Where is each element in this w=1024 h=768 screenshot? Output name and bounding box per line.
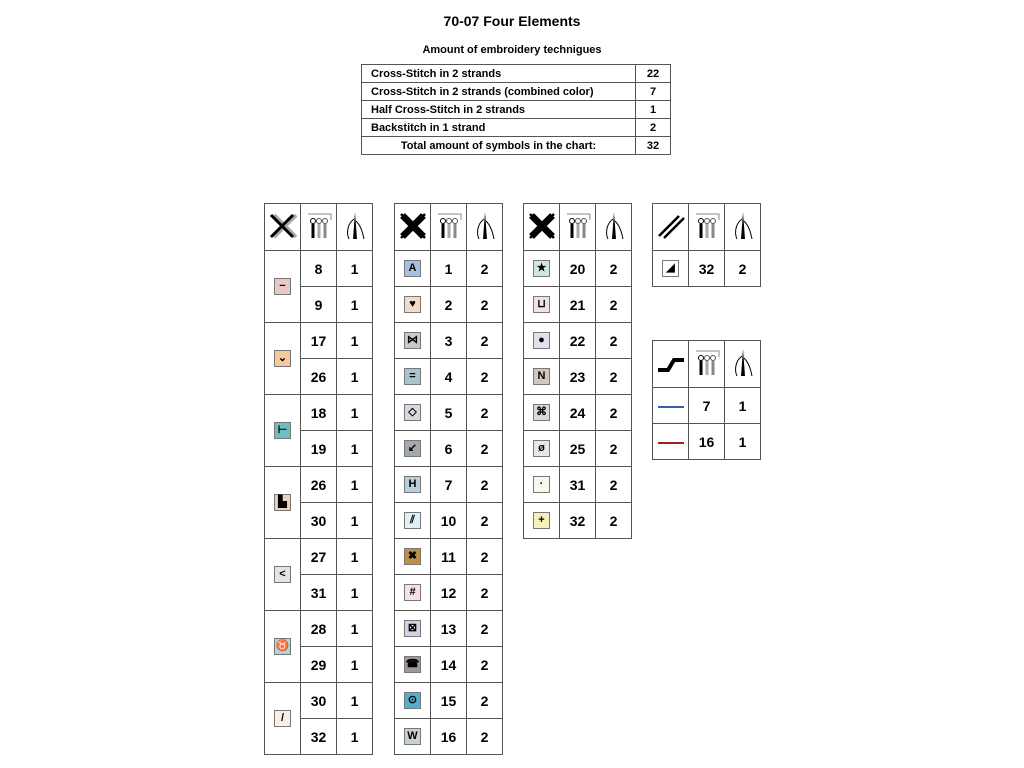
summary-value: 7 bbox=[636, 83, 671, 101]
floss-number: 17 bbox=[301, 323, 337, 359]
key-row bbox=[265, 611, 373, 647]
strand-count: 2 bbox=[467, 323, 503, 359]
strand-count: 2 bbox=[596, 431, 632, 467]
floss-strands-icon bbox=[560, 204, 596, 251]
key-row bbox=[524, 467, 632, 503]
needle-icon bbox=[467, 204, 503, 251]
symbol-cell bbox=[395, 359, 431, 395]
symbol-cell bbox=[265, 683, 301, 755]
symbol-swatch: ◇ bbox=[404, 404, 421, 421]
strand-count: 2 bbox=[596, 323, 632, 359]
floss-number: 24 bbox=[560, 395, 596, 431]
symbol-swatch: ⊢ bbox=[274, 422, 291, 439]
floss-number: 9 bbox=[301, 287, 337, 323]
strand-count: 1 bbox=[725, 424, 761, 460]
key-table-cross bbox=[523, 203, 632, 539]
symbol-cell bbox=[265, 395, 301, 467]
symbol-swatch: − bbox=[274, 278, 291, 295]
backstitch-line-swatch bbox=[658, 406, 684, 408]
key-row bbox=[265, 683, 373, 719]
floss-number: 32 bbox=[301, 719, 337, 755]
needle-icon bbox=[725, 204, 761, 251]
key-row bbox=[395, 683, 503, 719]
strand-count: 1 bbox=[337, 503, 373, 539]
strand-count: 2 bbox=[596, 287, 632, 323]
key-row bbox=[395, 647, 503, 683]
floss-number: 16 bbox=[689, 424, 725, 460]
strand-count: 2 bbox=[467, 683, 503, 719]
floss-number: 15 bbox=[431, 683, 467, 719]
key-row bbox=[524, 503, 632, 539]
strand-count: 1 bbox=[337, 359, 373, 395]
strand-count: 1 bbox=[337, 323, 373, 359]
key-row bbox=[265, 251, 373, 287]
key-row bbox=[265, 323, 373, 359]
strand-count: 2 bbox=[467, 251, 503, 287]
key-row bbox=[395, 323, 503, 359]
symbol-cell bbox=[395, 575, 431, 611]
key-row bbox=[395, 575, 503, 611]
summary-value: 1 bbox=[636, 101, 671, 119]
floss-number: 28 bbox=[301, 611, 337, 647]
floss-number: 11 bbox=[431, 539, 467, 575]
key-row bbox=[653, 251, 761, 287]
key-row bbox=[524, 251, 632, 287]
floss-number: 29 bbox=[301, 647, 337, 683]
strand-count: 2 bbox=[467, 647, 503, 683]
floss-number: 20 bbox=[560, 251, 596, 287]
symbol-swatch: N bbox=[533, 368, 550, 385]
symbol-cell bbox=[265, 467, 301, 539]
key-table-back bbox=[652, 340, 761, 460]
symbol-swatch: ↙ bbox=[404, 440, 421, 457]
symbol-cell bbox=[395, 647, 431, 683]
symbol-cell bbox=[395, 395, 431, 431]
strand-count: 1 bbox=[337, 575, 373, 611]
floss-number: 13 bbox=[431, 611, 467, 647]
summary-value: 32 bbox=[636, 137, 671, 155]
floss-number: 22 bbox=[560, 323, 596, 359]
summary-heading: Amount of embroidery technigues bbox=[422, 44, 602, 56]
symbol-cell bbox=[524, 251, 560, 287]
strand-count: 2 bbox=[467, 611, 503, 647]
key-row bbox=[395, 287, 503, 323]
key-row bbox=[524, 323, 632, 359]
key-row bbox=[395, 431, 503, 467]
symbol-swatch: ▙ bbox=[274, 494, 291, 511]
symbol-swatch: # bbox=[404, 584, 421, 601]
cross-stitch-icon bbox=[524, 204, 560, 251]
strand-count: 2 bbox=[725, 251, 761, 287]
back-stitch-icon bbox=[653, 341, 689, 388]
floss-number: 32 bbox=[560, 503, 596, 539]
symbol-swatch: ● bbox=[533, 332, 550, 349]
key-row bbox=[395, 719, 503, 755]
symbol-cell bbox=[395, 539, 431, 575]
strand-count: 1 bbox=[337, 683, 373, 719]
floss-number: 8 bbox=[301, 251, 337, 287]
strand-count: 1 bbox=[337, 395, 373, 431]
strand-count: 1 bbox=[337, 539, 373, 575]
symbol-swatch: ⊔ bbox=[533, 296, 550, 313]
floss-strands-icon bbox=[431, 204, 467, 251]
floss-number: 31 bbox=[301, 575, 337, 611]
summary-row bbox=[362, 65, 671, 83]
strand-count: 1 bbox=[337, 611, 373, 647]
symbol-cell bbox=[524, 503, 560, 539]
backstitch-line-swatch bbox=[658, 442, 684, 444]
floss-number: 26 bbox=[301, 359, 337, 395]
key-row bbox=[653, 388, 761, 424]
symbol-swatch: ⊠ bbox=[404, 620, 421, 637]
floss-number: 1 bbox=[431, 251, 467, 287]
floss-number: 7 bbox=[431, 467, 467, 503]
floss-number: 27 bbox=[301, 539, 337, 575]
symbol-swatch: A bbox=[404, 260, 421, 277]
symbol-swatch: + bbox=[533, 512, 550, 529]
key-row bbox=[653, 424, 761, 460]
summary-table bbox=[361, 64, 671, 155]
strand-count: 1 bbox=[337, 251, 373, 287]
strand-count: 2 bbox=[467, 287, 503, 323]
strand-count: 1 bbox=[337, 467, 373, 503]
summary-label: Total amount of symbols in the chart: bbox=[362, 137, 636, 155]
symbol-swatch: / bbox=[274, 710, 291, 727]
symbol-cell bbox=[395, 431, 431, 467]
key-row bbox=[265, 539, 373, 575]
symbol-cell bbox=[395, 467, 431, 503]
strand-count: 2 bbox=[467, 539, 503, 575]
key-table-half bbox=[652, 203, 761, 287]
symbol-cell bbox=[395, 719, 431, 755]
key-row bbox=[524, 359, 632, 395]
strand-count: 1 bbox=[337, 287, 373, 323]
symbol-cell bbox=[524, 359, 560, 395]
symbol-swatch: < bbox=[274, 566, 291, 583]
symbol-swatch: = bbox=[404, 368, 421, 385]
summary-value: 2 bbox=[636, 119, 671, 137]
strand-count: 1 bbox=[725, 388, 761, 424]
symbol-cell bbox=[524, 323, 560, 359]
needle-icon bbox=[337, 204, 373, 251]
floss-number: 21 bbox=[560, 287, 596, 323]
summary-label: Backstitch in 1 strand bbox=[362, 119, 636, 137]
symbol-cell bbox=[265, 611, 301, 683]
summary-label: Half Cross-Stitch in 2 strands bbox=[362, 101, 636, 119]
symbol-cell bbox=[395, 287, 431, 323]
summary-row bbox=[362, 101, 671, 119]
symbol-swatch: ♥ bbox=[404, 296, 421, 313]
floss-number: 2 bbox=[431, 287, 467, 323]
floss-number: 25 bbox=[560, 431, 596, 467]
symbol-cell bbox=[395, 683, 431, 719]
symbol-swatch: ☎ bbox=[404, 656, 421, 673]
symbol-cell bbox=[395, 503, 431, 539]
strand-count: 2 bbox=[596, 503, 632, 539]
floss-number: 10 bbox=[431, 503, 467, 539]
strand-count: 2 bbox=[467, 395, 503, 431]
strand-count: 1 bbox=[337, 719, 373, 755]
symbol-cell bbox=[265, 323, 301, 395]
floss-strands-icon bbox=[689, 204, 725, 251]
symbol-swatch: ♉ bbox=[274, 638, 291, 655]
key-row bbox=[395, 539, 503, 575]
symbol-cell bbox=[395, 251, 431, 287]
key-row bbox=[395, 611, 503, 647]
key-row bbox=[395, 395, 503, 431]
key-table-cross bbox=[394, 203, 503, 755]
summary-label: Cross-Stitch in 2 strands (combined color) bbox=[362, 83, 636, 101]
symbol-swatch: ◢ bbox=[662, 260, 679, 277]
floss-number: 16 bbox=[431, 719, 467, 755]
floss-number: 7 bbox=[689, 388, 725, 424]
floss-number: 14 bbox=[431, 647, 467, 683]
floss-number: 5 bbox=[431, 395, 467, 431]
symbol-cell bbox=[265, 251, 301, 323]
symbol-cell bbox=[395, 323, 431, 359]
strand-count: 2 bbox=[596, 251, 632, 287]
symbol-swatch: ⫽ bbox=[404, 512, 421, 529]
floss-number: 18 bbox=[301, 395, 337, 431]
strand-count: 2 bbox=[596, 395, 632, 431]
needle-icon bbox=[725, 341, 761, 388]
symbol-cell bbox=[653, 424, 689, 460]
strand-count: 2 bbox=[596, 467, 632, 503]
floss-strands-icon bbox=[301, 204, 337, 251]
symbol-swatch: · bbox=[533, 476, 550, 493]
strand-count: 2 bbox=[467, 575, 503, 611]
symbol-swatch: H bbox=[404, 476, 421, 493]
strand-count: 2 bbox=[467, 719, 503, 755]
symbol-swatch: ⌘ bbox=[533, 404, 550, 421]
page-title: 70-07 Four Elements bbox=[443, 13, 581, 29]
floss-number: 23 bbox=[560, 359, 596, 395]
summary-row bbox=[362, 83, 671, 101]
symbol-swatch: ⊙ bbox=[404, 692, 421, 709]
symbol-swatch: ⋈ bbox=[404, 332, 421, 349]
strand-count: 2 bbox=[467, 431, 503, 467]
symbol-cell bbox=[653, 388, 689, 424]
floss-number: 4 bbox=[431, 359, 467, 395]
floss-number: 12 bbox=[431, 575, 467, 611]
symbol-swatch: ✖ bbox=[404, 548, 421, 565]
symbol-cell bbox=[265, 539, 301, 611]
floss-number: 6 bbox=[431, 431, 467, 467]
summary-row bbox=[362, 137, 671, 155]
cross-combined-stitch-icon bbox=[265, 204, 301, 251]
key-table-cross-combined bbox=[264, 203, 373, 755]
key-row bbox=[524, 431, 632, 467]
symbol-cell bbox=[524, 431, 560, 467]
strand-count: 1 bbox=[337, 647, 373, 683]
floss-number: 19 bbox=[301, 431, 337, 467]
key-row bbox=[524, 395, 632, 431]
symbol-cell bbox=[653, 251, 689, 287]
strand-count: 1 bbox=[337, 431, 373, 467]
key-row bbox=[395, 503, 503, 539]
floss-number: 3 bbox=[431, 323, 467, 359]
key-row bbox=[524, 287, 632, 323]
summary-label: Cross-Stitch in 2 strands bbox=[362, 65, 636, 83]
key-row bbox=[265, 467, 373, 503]
summary-row bbox=[362, 119, 671, 137]
key-row bbox=[265, 395, 373, 431]
half-stitch-icon bbox=[653, 204, 689, 251]
floss-number: 31 bbox=[560, 467, 596, 503]
strand-count: 2 bbox=[596, 359, 632, 395]
symbol-swatch: ★ bbox=[533, 260, 550, 277]
symbol-cell bbox=[524, 395, 560, 431]
cross-stitch-icon bbox=[395, 204, 431, 251]
summary-value: 22 bbox=[636, 65, 671, 83]
strand-count: 2 bbox=[467, 359, 503, 395]
key-row bbox=[395, 467, 503, 503]
key-row bbox=[395, 251, 503, 287]
symbol-swatch: ⌄ bbox=[274, 350, 291, 367]
strand-count: 2 bbox=[467, 503, 503, 539]
floss-number: 30 bbox=[301, 683, 337, 719]
strand-count: 2 bbox=[467, 467, 503, 503]
key-row bbox=[395, 359, 503, 395]
symbol-swatch: ø bbox=[533, 440, 550, 457]
symbol-cell bbox=[395, 611, 431, 647]
symbol-cell bbox=[524, 467, 560, 503]
symbol-swatch: W bbox=[404, 728, 421, 745]
floss-number: 32 bbox=[689, 251, 725, 287]
floss-number: 26 bbox=[301, 467, 337, 503]
floss-strands-icon bbox=[689, 341, 725, 388]
floss-number: 30 bbox=[301, 503, 337, 539]
needle-icon bbox=[596, 204, 632, 251]
symbol-cell bbox=[524, 287, 560, 323]
